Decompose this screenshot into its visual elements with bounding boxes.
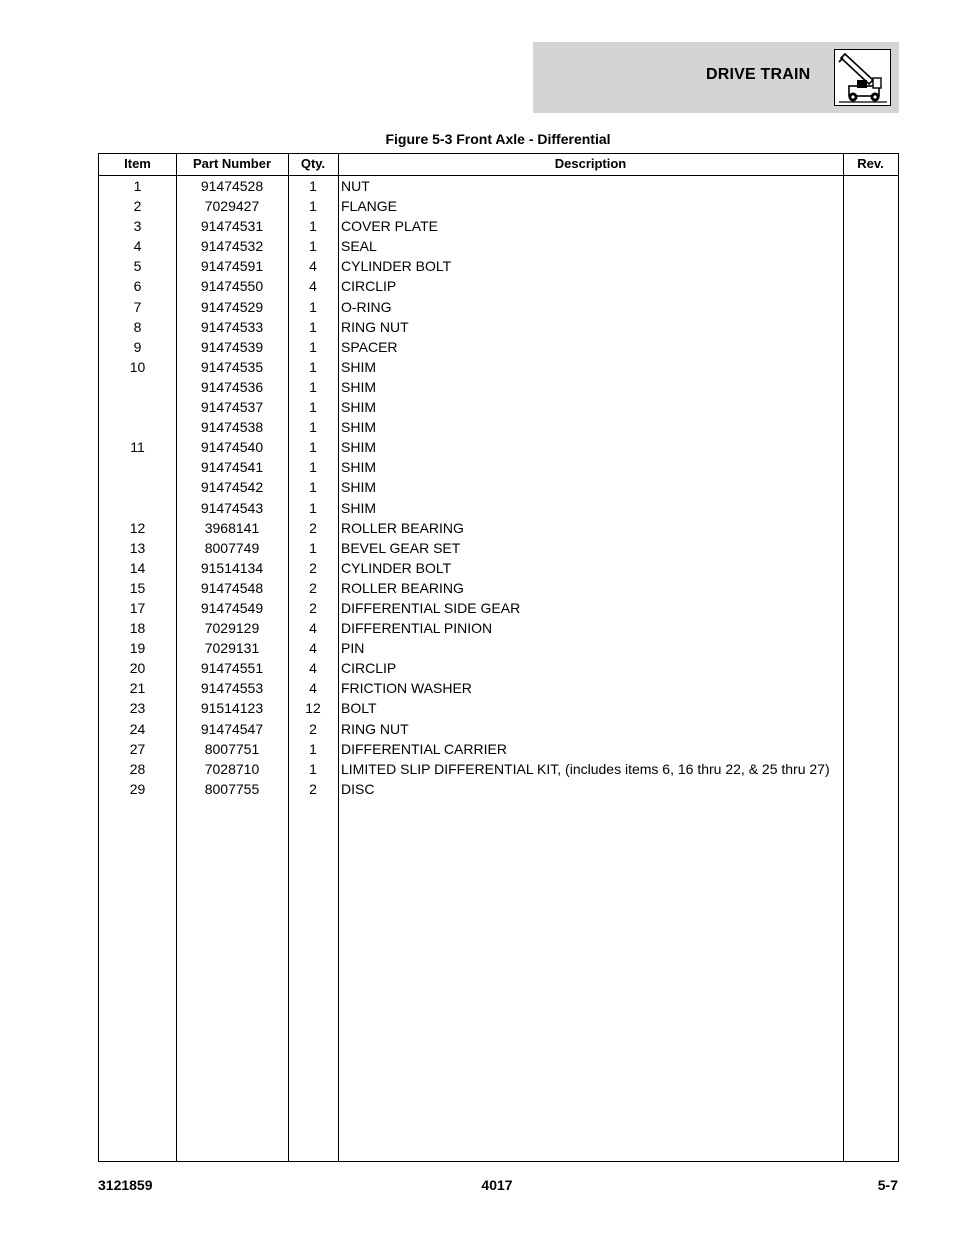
table-row bbox=[99, 297, 898, 317]
parts-table bbox=[98, 153, 899, 1162]
part-number-cell: 7029427 bbox=[204, 198, 260, 215]
part-number-cell: 91474529 bbox=[200, 298, 264, 315]
qty-cell: 1 bbox=[309, 399, 317, 416]
item-cell: 23 bbox=[129, 700, 146, 717]
description-cell: LIMITED SLIP DIFFERENTIAL KIT, (includes items 6, 16 thru 22, & 25 thru 27) bbox=[341, 760, 830, 777]
table-row bbox=[99, 598, 898, 618]
table-row bbox=[99, 739, 898, 759]
qty-cell: 12 bbox=[305, 700, 321, 717]
item-cell bbox=[99, 377, 176, 397]
item-cell: 3 bbox=[133, 218, 142, 235]
footer-document-number: 3121859 bbox=[98, 1177, 153, 1193]
item-cell: 18 bbox=[129, 620, 146, 637]
description-cell: SHIM bbox=[341, 358, 376, 375]
part-number-cell: 91474591 bbox=[200, 258, 264, 275]
description-cell: CYLINDER BOLT bbox=[341, 258, 452, 275]
description-cell: SEAL bbox=[341, 238, 377, 255]
table-body bbox=[99, 176, 898, 799]
column-header-item: Item bbox=[124, 156, 151, 171]
description-cell: FLANGE bbox=[341, 198, 398, 215]
part-number-cell: 91474538 bbox=[200, 419, 264, 436]
column-header-rev: Rev. bbox=[857, 156, 884, 171]
item-cell: 10 bbox=[129, 358, 146, 375]
part-number-cell: 7028710 bbox=[204, 760, 260, 777]
item-cell: 17 bbox=[129, 599, 146, 616]
item-cell: 29 bbox=[129, 780, 146, 797]
description-cell: DIFFERENTIAL CARRIER bbox=[341, 740, 507, 757]
column-header-qty: Qty. bbox=[300, 156, 326, 171]
part-number-cell: 91474532 bbox=[200, 238, 264, 255]
column-header-part-number: Part Number bbox=[192, 156, 272, 171]
item-cell bbox=[99, 397, 176, 417]
item-cell: 5 bbox=[133, 258, 142, 275]
table-row bbox=[99, 498, 898, 518]
part-number-cell: 8007749 bbox=[204, 539, 260, 556]
table-row bbox=[99, 417, 898, 437]
table-row bbox=[99, 176, 898, 196]
part-number-cell: 8007751 bbox=[204, 740, 260, 757]
description-cell: FRICTION WASHER bbox=[341, 680, 472, 697]
part-number-cell: 91474533 bbox=[200, 318, 264, 335]
qty-cell: 1 bbox=[309, 218, 317, 235]
item-cell: 14 bbox=[129, 559, 146, 576]
description-cell: SPACER bbox=[341, 338, 398, 355]
table-row bbox=[99, 518, 898, 538]
item-cell: 11 bbox=[130, 439, 145, 456]
table-row bbox=[99, 678, 898, 698]
part-number-cell: 91514123 bbox=[200, 700, 264, 717]
table-row bbox=[99, 779, 898, 799]
part-number-cell: 91474548 bbox=[200, 579, 264, 596]
item-cell: 12 bbox=[129, 519, 146, 536]
item-cell: 6 bbox=[133, 278, 142, 295]
qty-cell: 2 bbox=[309, 519, 317, 536]
table-row bbox=[99, 337, 898, 357]
item-cell bbox=[99, 457, 176, 477]
table-header bbox=[99, 154, 898, 175]
part-number-cell: 91474543 bbox=[200, 499, 264, 516]
item-cell: 8 bbox=[133, 318, 142, 335]
qty-cell: 1 bbox=[309, 358, 317, 375]
part-number-cell: 8007755 bbox=[204, 780, 260, 797]
part-number-cell: 91474528 bbox=[200, 178, 264, 194]
column-header-description: Description bbox=[554, 156, 627, 171]
qty-cell: 1 bbox=[309, 318, 317, 335]
description-cell: ROLLER BEARING bbox=[341, 579, 464, 596]
part-number-cell: 91474540 bbox=[200, 439, 264, 456]
part-number-cell: 7029131 bbox=[204, 640, 260, 657]
qty-cell: 4 bbox=[309, 278, 317, 295]
qty-cell: 2 bbox=[309, 579, 317, 596]
part-number-cell: 91474550 bbox=[200, 278, 264, 295]
table-row bbox=[99, 578, 898, 598]
table-row bbox=[99, 377, 898, 397]
item-cell bbox=[99, 477, 176, 497]
part-number-cell: 91474547 bbox=[200, 720, 264, 737]
table-row bbox=[99, 256, 898, 276]
qty-cell: 1 bbox=[309, 439, 317, 456]
item-cell: 28 bbox=[129, 760, 146, 777]
table-row bbox=[99, 236, 898, 256]
table-row bbox=[99, 276, 898, 296]
item-cell: 2 bbox=[133, 198, 142, 215]
qty-cell: 2 bbox=[309, 599, 317, 616]
table-row bbox=[99, 457, 898, 477]
part-number-cell: 91514134 bbox=[200, 559, 264, 576]
figure-title: Figure 5-3 Front Axle - Differential bbox=[385, 131, 611, 147]
description-cell: SHIM bbox=[341, 439, 376, 456]
description-cell: O-RING bbox=[341, 298, 392, 315]
item-cell: 21 bbox=[129, 680, 146, 697]
description-cell: PIN bbox=[341, 640, 365, 657]
qty-cell: 1 bbox=[309, 198, 317, 215]
part-number-cell: 91474535 bbox=[200, 358, 264, 375]
table-row bbox=[99, 618, 898, 638]
item-cell: 1 bbox=[133, 178, 142, 194]
description-cell: SHIM bbox=[341, 479, 376, 496]
qty-cell: 4 bbox=[309, 620, 317, 637]
part-number-cell: 91474549 bbox=[200, 599, 264, 616]
description-cell: COVER PLATE bbox=[341, 218, 438, 235]
table-row bbox=[99, 658, 898, 678]
table-row bbox=[99, 437, 898, 457]
description-cell: CYLINDER BOLT bbox=[341, 559, 452, 576]
item-cell: 13 bbox=[129, 539, 146, 556]
qty-cell: 2 bbox=[309, 780, 317, 797]
qty-cell: 1 bbox=[309, 499, 317, 516]
table-row bbox=[99, 196, 898, 216]
description-cell: SHIM bbox=[341, 378, 376, 395]
part-number-cell: 91474553 bbox=[200, 680, 264, 697]
table-row bbox=[99, 216, 898, 236]
qty-cell: 2 bbox=[309, 720, 317, 737]
item-cell: 27 bbox=[129, 740, 146, 757]
table-row bbox=[99, 638, 898, 658]
description-cell: CIRCLIP bbox=[341, 278, 397, 295]
item-cell bbox=[99, 417, 176, 437]
qty-cell: 4 bbox=[309, 258, 317, 275]
description-cell: RING NUT bbox=[341, 318, 409, 335]
item-cell: 19 bbox=[129, 640, 146, 657]
description-cell: DIFFERENTIAL PINION bbox=[341, 620, 493, 637]
table-row bbox=[99, 698, 898, 718]
qty-cell: 1 bbox=[309, 178, 317, 194]
qty-cell: 1 bbox=[309, 298, 317, 315]
qty-cell: 1 bbox=[309, 760, 317, 777]
part-number-cell: 91474542 bbox=[200, 479, 264, 496]
telehandler-icon bbox=[834, 49, 891, 106]
description-cell: SHIM bbox=[341, 459, 376, 476]
part-number-cell: 91474541 bbox=[200, 459, 264, 476]
part-number-cell: 91474537 bbox=[200, 399, 264, 416]
qty-cell: 4 bbox=[309, 680, 317, 697]
qty-cell: 1 bbox=[309, 378, 317, 395]
description-cell: SHIM bbox=[341, 399, 376, 416]
footer-page-number: 5-7 bbox=[877, 1177, 898, 1193]
qty-cell: 1 bbox=[309, 539, 317, 556]
description-cell: BEVEL GEAR SET bbox=[341, 539, 461, 556]
section-header bbox=[533, 42, 899, 113]
table-row bbox=[99, 538, 898, 558]
part-number-cell: 91474551 bbox=[200, 660, 264, 677]
description-cell: SHIM bbox=[341, 499, 376, 516]
part-number-cell: 91474539 bbox=[200, 338, 264, 355]
qty-cell: 1 bbox=[309, 419, 317, 436]
item-cell: 15 bbox=[129, 579, 146, 596]
qty-cell: 4 bbox=[309, 660, 317, 677]
qty-cell: 1 bbox=[309, 479, 317, 496]
qty-cell: 1 bbox=[309, 338, 317, 355]
table-row bbox=[99, 759, 898, 779]
table-row bbox=[99, 397, 898, 417]
description-cell: BOLT bbox=[341, 700, 377, 717]
qty-cell: 1 bbox=[309, 740, 317, 757]
description-cell: CIRCLIP bbox=[341, 660, 397, 677]
table-row bbox=[99, 317, 898, 337]
description-cell: DIFFERENTIAL SIDE GEAR bbox=[341, 599, 521, 616]
description-cell: ROLLER BEARING bbox=[341, 519, 464, 536]
part-number-cell: 7029129 bbox=[204, 620, 260, 637]
item-cell: 24 bbox=[129, 720, 146, 737]
item-cell: 7 bbox=[133, 298, 142, 315]
item-cell bbox=[99, 498, 176, 518]
part-number-cell: 91474531 bbox=[200, 218, 264, 235]
table-row bbox=[99, 558, 898, 578]
section-title: DRIVE TRAIN bbox=[706, 66, 811, 83]
item-cell: 4 bbox=[133, 238, 142, 255]
qty-cell: 1 bbox=[309, 238, 317, 255]
item-cell: 9 bbox=[133, 338, 142, 355]
part-number-cell: 3968141 bbox=[204, 519, 260, 536]
item-cell: 20 bbox=[129, 660, 146, 677]
part-number-cell: 91474536 bbox=[200, 378, 264, 395]
table-row bbox=[99, 357, 898, 377]
qty-cell: 2 bbox=[309, 559, 317, 576]
description-cell: DISC bbox=[341, 780, 375, 797]
description-cell: SHIM bbox=[341, 419, 376, 436]
table-row bbox=[99, 477, 898, 497]
qty-cell: 4 bbox=[309, 640, 317, 657]
table-row bbox=[99, 719, 898, 739]
description-cell: NUT bbox=[341, 178, 370, 194]
footer-model: 4017 bbox=[481, 1177, 513, 1193]
qty-cell: 1 bbox=[309, 459, 317, 476]
description-cell: RING NUT bbox=[341, 720, 409, 737]
